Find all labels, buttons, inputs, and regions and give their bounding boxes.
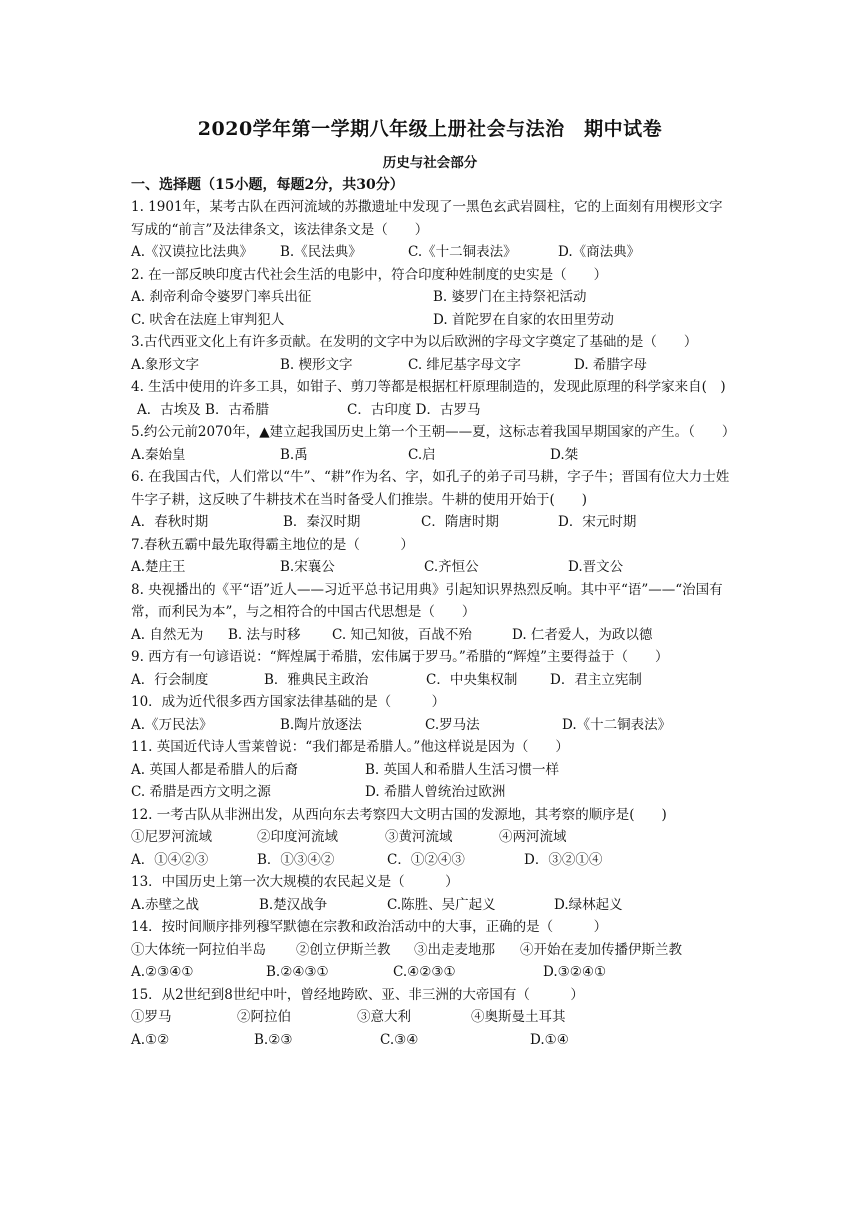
options-row <box>131 511 736 534</box>
list-item: ①大体统一阿拉伯半岛 <box>131 941 266 958</box>
option: D.《十二铜表法》 <box>562 716 672 733</box>
question-stem: 13．中国历史上第一次大规模的农民起义是（ ） <box>131 874 459 890</box>
option: D.绿林起义 <box>554 896 623 913</box>
option: A.赤壁之战 <box>131 896 200 913</box>
option: C．古印度 D．古罗马 <box>347 401 481 418</box>
option: D．君主立宪制 <box>550 671 642 688</box>
option: B.楚汉战争 <box>259 896 328 913</box>
options-row <box>131 849 736 872</box>
option: A.象形文字 <box>131 356 200 373</box>
question-stem: 3.古代西亚文化上有许多贡献。在发明的文字中为以后欧洲的字母文字奠定了基础的是（ ） <box>131 334 698 350</box>
items-row <box>131 826 736 849</box>
question-stem: 14．按时间顺序排列穆罕默德在宗教和政治活动中的大事，正确的是（ ） <box>131 919 608 935</box>
section-heading: 一、选择题（15小题，每题2分，共30分） <box>131 177 404 193</box>
option: D. 希腊字母 <box>574 356 647 373</box>
options-row <box>131 759 736 782</box>
question-stem: 6. 在我国古代，人们常以“牛”、“耕”作为名、字，如孔子的弟子司马耕，字子牛；晋国有位大力士姓牛字子耕，这反映了牛耕技术在当时备受人们推崇。牛耕的使用开始于( ) <box>131 469 730 508</box>
option: D.桀 <box>550 446 579 463</box>
question-stem: 1. 1901年，某考古队在西河流域的苏撒遗址中发现了一黑色玄武岩圆柱，它的上面刻有用楔形文字写成的“前言”及法律条文，该法律条文是（ ） <box>131 199 723 238</box>
option: A. 英国人都是希腊人的后裔 <box>131 761 298 778</box>
list-item: ④两河流域 <box>499 829 567 845</box>
question-stem: 10．成为近代很多西方国家法律基础的是（ ） <box>131 694 446 710</box>
option: B.《民法典》 <box>280 244 362 260</box>
option: C.启 <box>408 446 436 463</box>
option: A.《汉谟拉比法典》 <box>131 244 254 260</box>
list-item: ②阿拉伯 <box>237 1009 291 1025</box>
option: A.楚庄王 <box>131 559 186 575</box>
question-stem: 8. 央视播出的《平“语”近人——习近平总书记用典》引起知识界热烈反响。其中平“语”——“治国有常，而利民为本”，与之相符合的中国古代思想是（ ） <box>131 581 723 620</box>
option: C. 知己知彼，百战不殆 <box>332 626 472 643</box>
page-title: 2020学年第一学期八年级上册社会与法治 期中试卷 <box>197 118 663 140</box>
option: D. 仁者爱人，为政以德 <box>512 626 653 643</box>
option: B.陶片放逐法 <box>280 716 362 733</box>
items-row <box>131 1006 736 1029</box>
list-item: ③出走麦地那 <box>414 941 495 958</box>
question-stem: 5.约公元前2070年，▲建立起我国历史上第一个王朝——夏，这标志着我国早期国家的产生。（ ） <box>131 424 736 440</box>
option: D.《商法典》 <box>558 244 641 260</box>
list-item: ③意大利 <box>357 1009 411 1025</box>
options-row <box>131 556 736 579</box>
list-item: ②印度河流域 <box>257 829 338 845</box>
list-item: ④奥斯曼土耳其 <box>471 1009 566 1025</box>
option: A. 刹帝利命令婆罗门率兵出征 <box>131 289 312 305</box>
option: D.①④ <box>530 1031 569 1048</box>
option: B．雅典民主政治 <box>264 671 369 688</box>
question-list <box>131 196 736 1051</box>
option: B. 法与时移 <box>228 626 301 643</box>
question-stem: 4. 生活中使用的许多工具，如钳子、剪刀等都是根据杠杆原理制造的，发现此原理的科学家来自( ) <box>131 379 726 395</box>
question-stem: 9. 西方有一句谚语说：“辉煌属于希腊，宏伟属于罗马。”希腊的“辉煌”主要得益于（ ） <box>131 649 669 665</box>
option: C.③④ <box>380 1031 419 1048</box>
option: B．①③④② <box>257 851 335 868</box>
option: C．中央集权制 <box>426 671 518 688</box>
option: D．宋元时期 <box>558 514 637 530</box>
question-stem: 15．从2世纪到8世纪中叶，曾经地跨欧、亚、非三洲的大帝国有（ ） <box>131 986 584 1003</box>
list-item: ④开始在麦加传播伊斯兰教 <box>520 941 682 958</box>
list-item: ②创立伊斯兰教 <box>296 941 391 958</box>
options-row <box>131 354 736 377</box>
options-row <box>131 1029 736 1052</box>
list-item: ③黄河流域 <box>385 829 453 845</box>
option: C.陈胜、吴广起义 <box>387 896 496 913</box>
option: B. 婆罗门在主持祭祀活动 <box>433 289 587 305</box>
option: A.②③④① <box>131 964 194 980</box>
options-row <box>131 669 736 692</box>
options-row <box>131 309 736 332</box>
option: B.②④③① <box>266 964 329 980</box>
option: B. 英国人和希腊人生活习惯一样 <box>365 761 560 778</box>
option: B. 楔形文字 <box>280 356 353 373</box>
option: A.①② <box>131 1031 170 1048</box>
option: A．①④②③ <box>131 851 209 868</box>
page-subtitle: 历史与社会部分 <box>382 155 478 171</box>
option: B.禹 <box>280 446 308 463</box>
option: B.②③ <box>254 1031 293 1048</box>
option: A．行会制度 <box>131 671 209 688</box>
options-row <box>131 781 736 804</box>
question-stem: 11. 英国近代诗人雪莱曾说：“我们都是希腊人。”他这样说是因为（ ） <box>131 739 569 755</box>
option: C．隋唐时期 <box>421 514 499 530</box>
option: C. 吠舍在法庭上审判犯人 <box>131 311 285 328</box>
options-row <box>131 241 736 264</box>
options-row <box>131 399 736 422</box>
option: C．①②④③ <box>387 851 465 868</box>
question-stem: 7.春秋五霸中最先取得霸主地位的是（ ） <box>131 536 414 553</box>
option: C.齐恒公 <box>424 559 479 575</box>
option: D. 首陀罗在自家的农田里劳动 <box>433 311 614 328</box>
items-row <box>131 939 736 962</box>
option: B．秦汉时期 <box>283 514 361 530</box>
option: C.④②③① <box>393 964 456 980</box>
option: D. 希腊人曾统治过欧洲 <box>365 784 506 800</box>
option: A．春秋时期 <box>131 514 209 530</box>
options-row <box>131 286 736 309</box>
option: C. 绯尼基字母文字 <box>408 356 521 373</box>
option: D．③②①④ <box>524 851 603 868</box>
question-stem: 12. 一考古队从非洲出发，从西向东去考察四大文明古国的发源地，其考察的顺序是( ) <box>131 806 667 823</box>
option: C.罗马法 <box>425 716 480 733</box>
option: A．古埃及 B．古希腊 <box>137 401 269 418</box>
options-row <box>131 961 736 984</box>
option: A.《万民法》 <box>131 716 213 733</box>
list-item: ①尼罗河流域 <box>131 829 212 845</box>
options-row <box>131 894 736 917</box>
option: B.宋襄公 <box>280 559 335 575</box>
option: A.秦始皇 <box>131 446 186 463</box>
options-row <box>131 444 736 467</box>
option: C.《十二铜表法》 <box>408 244 517 260</box>
options-row <box>131 624 736 647</box>
option: C. 希腊是西方文明之源 <box>131 784 271 800</box>
option: D.晋文公 <box>568 559 624 575</box>
options-row <box>131 714 736 737</box>
question-stem: 2. 在一部反映印度古代社会生活的电影中，符合印度种姓制度的史实是（ ） <box>131 266 608 283</box>
option: D.③②④① <box>543 964 607 980</box>
option: A. 自然无为 <box>131 626 204 643</box>
list-item: ①罗马 <box>131 1009 172 1025</box>
